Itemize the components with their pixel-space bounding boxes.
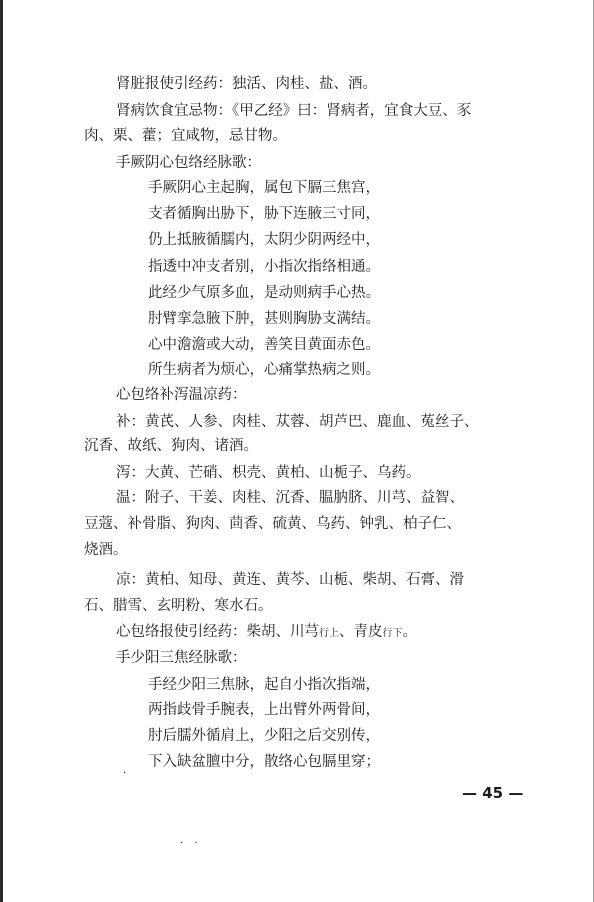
text-line: 肉、栗、藿；宜咸物，忌甘物。 xyxy=(84,128,287,144)
yinjing-end: 。 xyxy=(402,624,417,640)
section-heading: 手少阳三焦经脉歌： xyxy=(116,650,247,666)
yinjing-mid: 、青皮 xyxy=(339,624,383,640)
yinjing-note-down: 行下 xyxy=(382,628,403,639)
page-left-edge xyxy=(0,0,3,902)
yinjing-line xyxy=(116,622,417,644)
text-line: 沉香、故纸、狗肉、诸酒。 xyxy=(84,438,258,454)
section-heading: 心包络补泻温凉药： xyxy=(116,387,247,403)
section-heading: 手厥阴心包络经脉歌： xyxy=(116,155,261,171)
page-number: — 45 — xyxy=(462,784,524,802)
text-line: 肾病饮食宜忌物：《甲乙经》曰：肾病者，宜食大豆、豕 xyxy=(116,103,472,119)
verse-line: 两指歧骨手腕表，上出臂外两骨间， xyxy=(148,702,380,718)
verse-line: 肘后臑外循肩上，少阳之后交别传， xyxy=(148,728,380,744)
verse-line: 仍上抵腋循臑内，太阴少阴两经中， xyxy=(148,232,380,248)
verse-line: 所生病者为烦心，心痛掌热病之则。 xyxy=(148,362,380,378)
verse-line: 此经少气原多血，是动则病手心热。 xyxy=(148,285,380,301)
verse-line: 手经少阳三焦脉，起自小指次指端， xyxy=(148,677,380,693)
yinjing-text: 心包络报使引经药：柴胡、川芎 xyxy=(116,624,319,640)
verse-line: 心中澹澹或大动，善笑目黄面赤色。 xyxy=(148,337,380,353)
verse-line: 肘臂挛急腋下肿，甚则胸胁支满结。 xyxy=(148,311,380,327)
text-line: 凉：黄柏、知母、黄连、黄芩、山栀、柴胡、石膏、滑 xyxy=(116,572,464,588)
yinjing-note-up: 行上 xyxy=(319,628,339,639)
stray-mark: · xyxy=(123,768,127,779)
text-line: 烧酒。 xyxy=(84,542,128,558)
text-line: 温：附子、干姜、肉桂、沉香、腽肭脐、川芎、益智、 xyxy=(116,490,464,506)
verse-line: 指透中冲支者别，小指次指络相通。 xyxy=(148,259,380,275)
text-line: 石、腊雪、玄明粉、寒水石。 xyxy=(84,598,273,614)
verse-line: 支者循胸出胁下，胁下连腋三寸同， xyxy=(148,206,380,222)
text-line: 豆蔻、补骨脂、狗肉、茴香、硫黄、乌药、钟乳、柏子仁、 xyxy=(84,516,461,532)
text-line: 泻：大黄、芒硝、枳壳、黄柏、山栀子、乌药。 xyxy=(116,465,421,481)
text-line: 肾脏报使引经药：独活、肉桂、盐、酒。 xyxy=(116,76,377,92)
text-line: 补：黄芪、人参、肉桂、苁蓉、胡芦巴、鹿血、菟丝子、 xyxy=(116,414,479,430)
verse-line: 下入缺盆膻中分，散络心包膈里穿； xyxy=(148,754,380,770)
verse-line: 手厥阴心主起胸，属包下膈三焦宫， xyxy=(148,180,380,196)
stray-dots: · · xyxy=(180,838,202,849)
